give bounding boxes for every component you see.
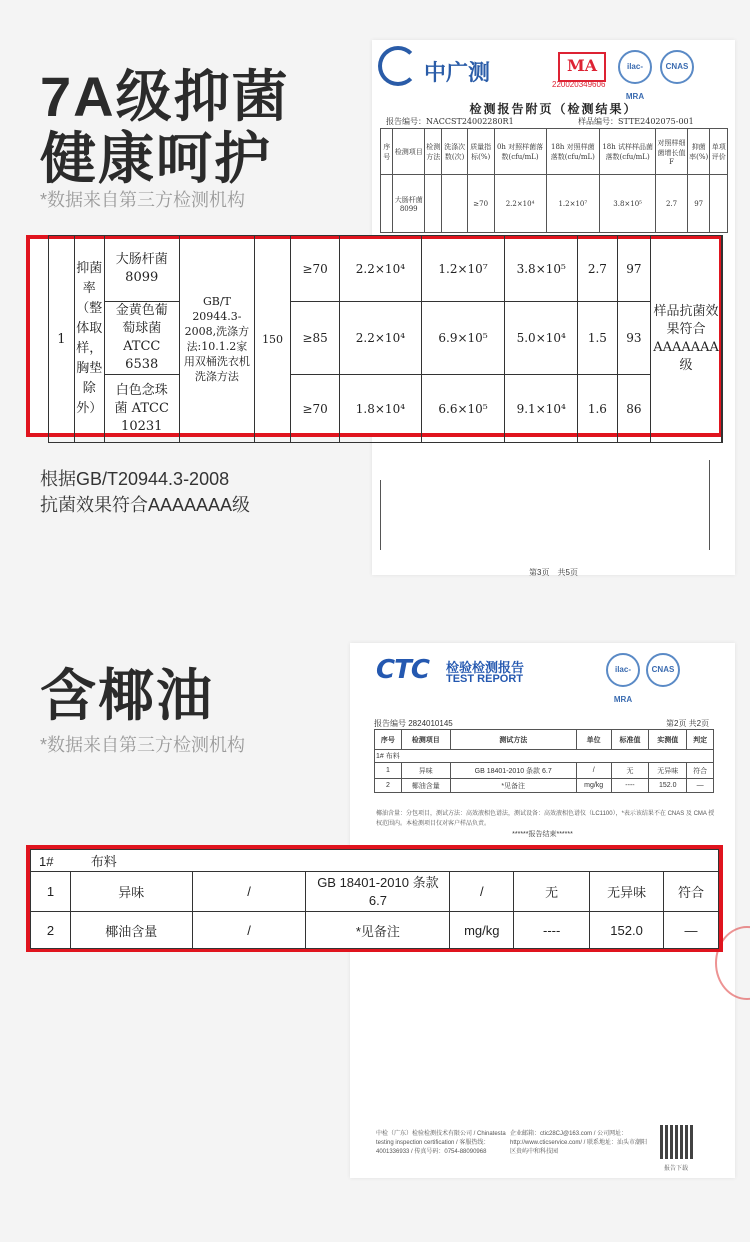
mini-cell: GB 18401-2010 条款 6.7: [450, 763, 576, 779]
report-brand: 中广测: [424, 61, 491, 86]
mini-group-index: 1#: [376, 753, 384, 760]
third-party-note: *数据来自第三方检测机构: [40, 190, 246, 210]
page-number: 第2页 共2页: [666, 719, 710, 728]
mini-cell: 152.0: [649, 779, 687, 793]
judgement: —: [664, 912, 719, 949]
mini-cell: 符合: [687, 763, 714, 779]
th-standard: 标准值: [611, 730, 649, 750]
inhibit-rate: 86: [617, 375, 651, 443]
mini-cell: 无: [611, 763, 649, 779]
th-item: 检测项目: [401, 730, 450, 750]
th-index: 序号: [381, 129, 393, 175]
th-method: 测试方法: [450, 730, 576, 750]
mini-row-c0: 2.2×10⁴: [494, 175, 546, 233]
row-index: 2: [31, 912, 71, 949]
group-index: 1#: [39, 854, 54, 869]
mini-row-s18: 3.8×10⁵: [600, 175, 656, 233]
mini-cell: —: [687, 779, 714, 793]
growth-f: 1.5: [578, 302, 617, 375]
method-pre: /: [192, 912, 306, 949]
test-method: *见备注: [306, 912, 450, 949]
heading-line2: 健康呵护: [40, 127, 272, 190]
qr-code-icon: [660, 1125, 694, 1159]
mini-cell: /: [576, 763, 611, 779]
sample-18h: 9.1×10⁴: [505, 375, 578, 443]
control-0h: 2.2×10⁴: [340, 236, 422, 302]
remark-text: 椰油含量：分包项目，测试方法：高效液相色谱法，测试设备：高效液相色谱仪（LC1100），*表示该结果不在 CNAS 及 CMA 授权范围内。本检测项目仅对客户样品负责。: [376, 811, 715, 827]
sample-number: 样品编号：STTE2402075-001: [578, 117, 694, 126]
quality-index: ≥70: [291, 236, 340, 302]
ilac-mra-badge: ilac-MRA: [606, 653, 640, 687]
ma-mark: MA: [558, 52, 606, 82]
inhibit-rate: 93: [617, 302, 651, 375]
report-title: 检测报告附页（检测结果）: [469, 102, 638, 116]
unit: /: [450, 872, 514, 912]
mini-row-organism: 大肠杆菌 8099: [393, 175, 425, 233]
th-wash: 洗涤次数(次): [442, 129, 467, 175]
table-border-line: [380, 480, 381, 550]
control-0h: 1.8×10⁴: [340, 375, 422, 443]
th-index: 序号: [375, 730, 402, 750]
cnas-badge: CNAS: [660, 50, 694, 84]
mini-cell: 2: [375, 779, 402, 793]
control-18h: 1.2×10⁷: [421, 236, 504, 302]
coconut-result-zoom: [26, 845, 723, 952]
growth-f: 1.6: [578, 375, 617, 443]
sample-18h: 5.0×10⁴: [505, 302, 578, 375]
mini-cell: ----: [611, 779, 649, 793]
group-row: [31, 850, 719, 872]
mini-cell: 椰油含量: [401, 779, 450, 793]
th-c0: 0h 对照样菌落数(cfu/mL): [494, 129, 546, 175]
test-item: 异味: [70, 872, 192, 912]
basis-line2: 抗菌效果符合AAAAAAA级: [40, 495, 251, 515]
report-title-cn: 检验检测报告: [446, 660, 525, 675]
quality-index: ≥85: [291, 302, 340, 375]
report-number: 报告编号：NACCST24002280R1: [386, 117, 514, 126]
heading-coconut: 含椰油: [40, 664, 214, 727]
ncc-logo-icon: [378, 46, 418, 86]
report-title-en: TEST REPORT: [446, 673, 524, 685]
control-18h: 6.9×10⁵: [421, 302, 504, 375]
th-method: 检测方法: [424, 129, 441, 175]
organism-cell: 金黄色葡萄球菌 ATCC 6538: [104, 302, 179, 375]
th-unit: 单位: [576, 730, 611, 750]
ctc-logo: CTC: [376, 655, 429, 685]
th-rate: 抑菌率(%): [687, 129, 710, 175]
growth-f: 2.7: [578, 236, 617, 302]
row-index: 1: [49, 236, 75, 443]
th-c18: 18h 对照样菌落数(cfu/mL): [546, 129, 600, 175]
basis-line1: 根据GB/T20944.3-2008: [40, 469, 230, 489]
mini-cell: 无异味: [649, 763, 687, 779]
mini-cell: *见备注: [450, 779, 576, 793]
th-judge: 判定: [687, 730, 714, 750]
qr-label: 报告下载: [664, 1166, 689, 1172]
coconut-table: [30, 849, 719, 949]
inhibit-rate: 97: [617, 236, 651, 302]
report-end: ******报告结束******: [512, 831, 573, 838]
measured-value: 无异味: [590, 872, 664, 912]
mini-cell: 1: [375, 763, 402, 779]
mini-row-c18: 1.2×10⁷: [546, 175, 600, 233]
th-eval: 单项评价: [710, 129, 728, 175]
mini-row-rate: 97: [687, 175, 710, 233]
mini-row-index: ≥70: [467, 175, 494, 233]
footer-company: 中检（广东）检验检测技术有限公司 / Chinatesta testing inspection certification / 客服热线：4001336933 / 传真号码：0754-88090968: [376, 1131, 506, 1155]
ma-number: 220020349606: [552, 80, 606, 89]
organism-cell: 大肠杆菌 8099: [104, 236, 179, 302]
test-item: 椰油含量: [70, 912, 192, 949]
unit: mg/kg: [450, 912, 514, 949]
mini-row-f: 2.7: [656, 175, 688, 233]
judgement: 符合: [664, 872, 719, 912]
row-index: 1: [31, 872, 71, 912]
antibacterial-result-zoom: [26, 235, 723, 437]
standard-value: ----: [514, 912, 590, 949]
mini-cell: mg/kg: [576, 779, 611, 793]
cnas-badge: CNAS: [646, 653, 680, 687]
th-f: 对照样细菌增长值F: [656, 129, 688, 175]
third-party-note: *数据来自第三方检测机构: [40, 735, 246, 755]
footer-contact: 企业邮箱：ctic28CJ@163.com / 公司网址：http://www.cticservice.com/ / 联系地址：汕头市潮阳区贵屿中和科技园: [510, 1131, 648, 1155]
th-measured: 实测值: [649, 730, 687, 750]
heading-line1: 7A级抑菌: [40, 65, 290, 128]
report-header-table: [380, 128, 728, 233]
test-item: 抑菌率（整体取样，胸垫除外）: [74, 236, 104, 443]
th-index-req: 质量指标(%): [467, 129, 494, 175]
ilac-mra-badge: ilac-MRA: [618, 50, 652, 84]
report-mini-table: [374, 729, 714, 793]
control-0h: 2.2×10⁴: [340, 302, 422, 375]
quality-index: ≥70: [291, 375, 340, 443]
antibacterial-table: [48, 235, 723, 443]
mini-group-label: 布料: [385, 753, 400, 760]
control-18h: 6.6×10⁵: [421, 375, 504, 443]
sample-18h: 3.8×10⁵: [505, 236, 578, 302]
group-label: 布料: [90, 854, 117, 869]
report-number: 报告编号 2824010145: [374, 719, 453, 728]
mini-cell: 异味: [401, 763, 450, 779]
standard-value: 无: [514, 872, 590, 912]
measured-value: 152.0: [590, 912, 664, 949]
wash-times: 150: [255, 236, 291, 443]
table-border-line: [709, 460, 710, 550]
standard-basis: [40, 466, 250, 518]
method-pre: /: [192, 872, 306, 912]
organism-cell: 白色念珠菌 ATCC 10231: [104, 375, 179, 443]
evaluation: 样品抗菌效果符合AAAAAAA级: [651, 236, 722, 443]
test-method: GB 18401-2010 条款 6.7: [306, 872, 450, 912]
test-method: GB/T 20944.3-2008,洗涤方法:10.1.2家用双桶洗衣机洗涤方法: [179, 236, 254, 443]
th-s18: 18h 试样样品菌落数(cfu/mL): [600, 129, 656, 175]
th-item: 检测项目: [393, 129, 425, 175]
page-number: 第3页 共5页: [529, 568, 578, 577]
